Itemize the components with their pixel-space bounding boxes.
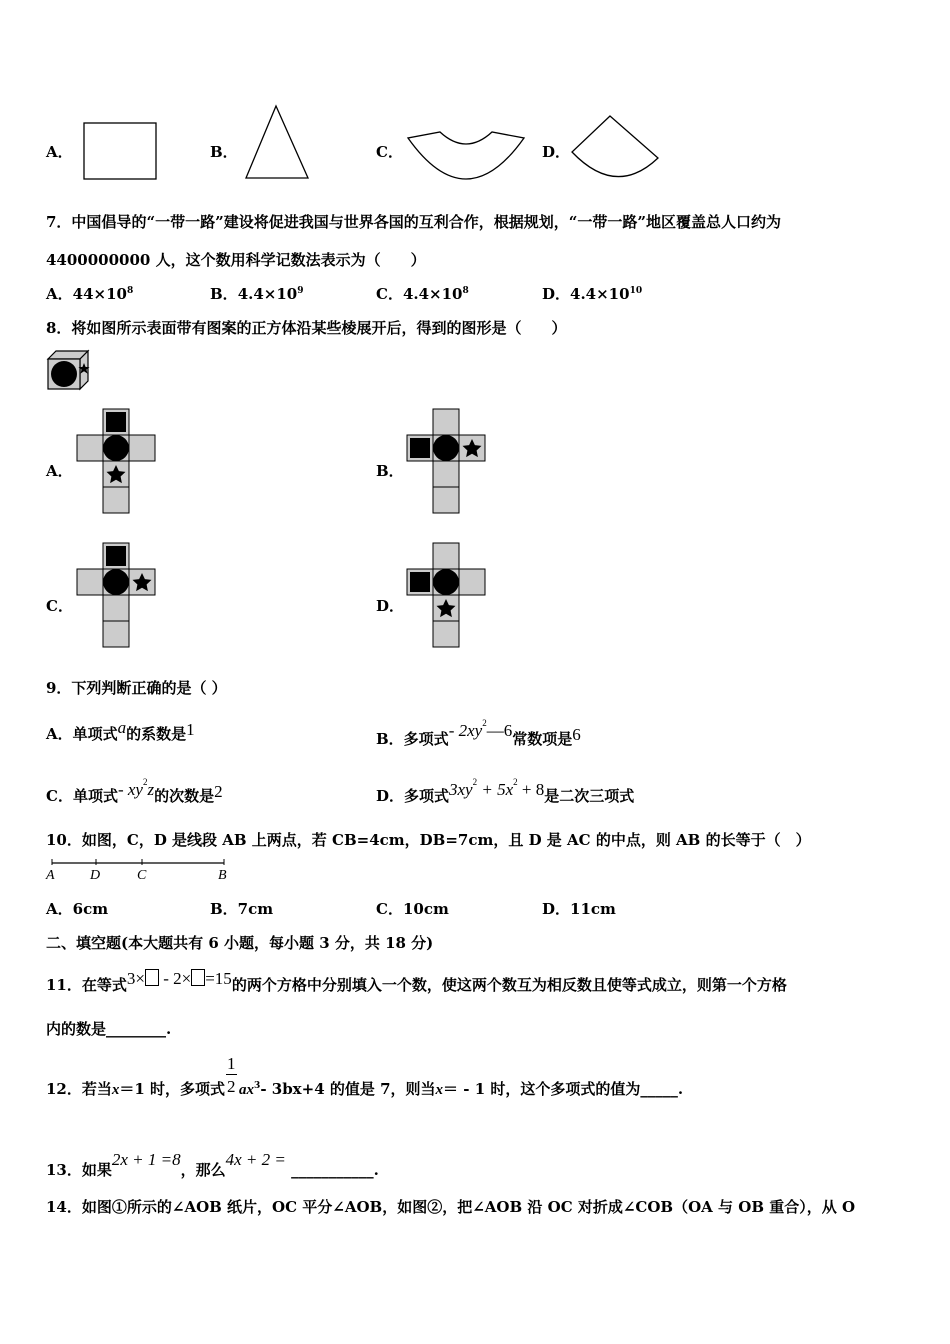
- q7-line1: 7．中国倡导的“一带一路”建设将促进我国与世界各国的互利合作，根据规划，“一带一路”地区覆盖总人口约为: [46, 213, 781, 231]
- q8-option-c-label: C．: [46, 597, 73, 615]
- option-a-label: A．: [46, 143, 73, 161]
- point-a-label: A: [46, 868, 55, 883]
- q10-option-c: C．10cm: [376, 900, 449, 918]
- q7-option-b: B．$4.4\times 10^9$: [210, 285, 304, 303]
- q7-line2: 4400000000 人，这个数用科学记数法表示为（ ）: [46, 251, 426, 269]
- q7-option-c: C．$4.4\times 10^8$: [376, 285, 469, 303]
- point-b-label: B: [218, 868, 227, 883]
- triangle-figure: [240, 102, 312, 182]
- cube-figure: [46, 349, 92, 391]
- section-heading: 二、填空题(本大题共有 6 小题，每小题 3 分，共 18 分): [46, 934, 434, 952]
- q10-stem: 10．如图，C，D 是线段 AB 上两点，若 CB=4cm，DB=7cm，且 D 是 AC 的中点，则 AB 的长等于（ ）: [46, 831, 811, 849]
- q7-option-d: D．$4.4\times 10^{10}$: [542, 285, 643, 303]
- q9-option-d: D．多项式$3xy^2 + 5x^2 + 8$是二次三项式: [376, 777, 635, 805]
- q8-option-b-label: B．: [376, 462, 404, 480]
- q13: 13．如果2x + 1 =8，那么4x + 2 = ___________.: [46, 1150, 379, 1179]
- q8-option-a-label: A．: [46, 462, 73, 480]
- q8-stem: 8．将如图所示表面带有图案的正方体沿某些棱展开后，得到的图形是（ ）: [46, 319, 567, 337]
- q11-line2: 内的数是________.: [46, 1020, 172, 1038]
- point-d-label: D: [90, 868, 101, 883]
- rectangle-figure: [82, 120, 160, 182]
- q8-option-d-label: D．: [376, 597, 405, 615]
- point-c-label: C: [137, 868, 147, 883]
- q12: 12．若当x＝1 时，多项式 $\frac{1}{2}$ $ax^3-$ 3bx+4 的值是 7，则当x＝ - 1 时，这个多项式的值为_____.: [46, 1054, 684, 1098]
- net-d-figure: [405, 541, 489, 651]
- q9-stem: 9．下列判断正确的是（ ）: [46, 679, 227, 697]
- q10-option-b: B．7cm: [210, 900, 274, 918]
- option-b-label: B．: [210, 143, 238, 161]
- net-c-figure: [75, 541, 159, 651]
- q9-option-c: C．单项式- $xy^2z$的次数是2: [46, 777, 223, 805]
- net-b-figure: [405, 407, 489, 517]
- q11-line1: 11．在等式3× - 2× =15的两个方格中分别填入一个数，使这两个数互为相反数且使等式成立，则第一个方格: [46, 969, 787, 994]
- option-d-label: D．: [542, 143, 571, 161]
- q9-option-b: B．多项式- $2xy^2—6$常数项是6: [376, 718, 581, 748]
- q10-option-a: A．6cm: [46, 900, 109, 918]
- blank-box-2: [191, 969, 205, 986]
- sector-figure: [568, 112, 664, 188]
- q10-option-d: D．11cm: [542, 900, 616, 918]
- q14: 14．如图①所示的∠AOB 纸片，OC 平分∠AOB，如图②，把∠AOB 沿 OC 对折成∠COB（OA 与 OB 重合），从 O: [46, 1198, 856, 1216]
- annulus-sector-figure: [404, 128, 528, 186]
- net-a-figure: [75, 407, 159, 517]
- q9-option-a: A．单项式a的系数是1: [46, 718, 195, 743]
- option-c-label: C．: [376, 143, 403, 161]
- q7-option-a: A．$44\times 10^8$: [46, 285, 134, 303]
- segment-figure: [44, 857, 230, 883]
- blank-box-1: [145, 969, 159, 986]
